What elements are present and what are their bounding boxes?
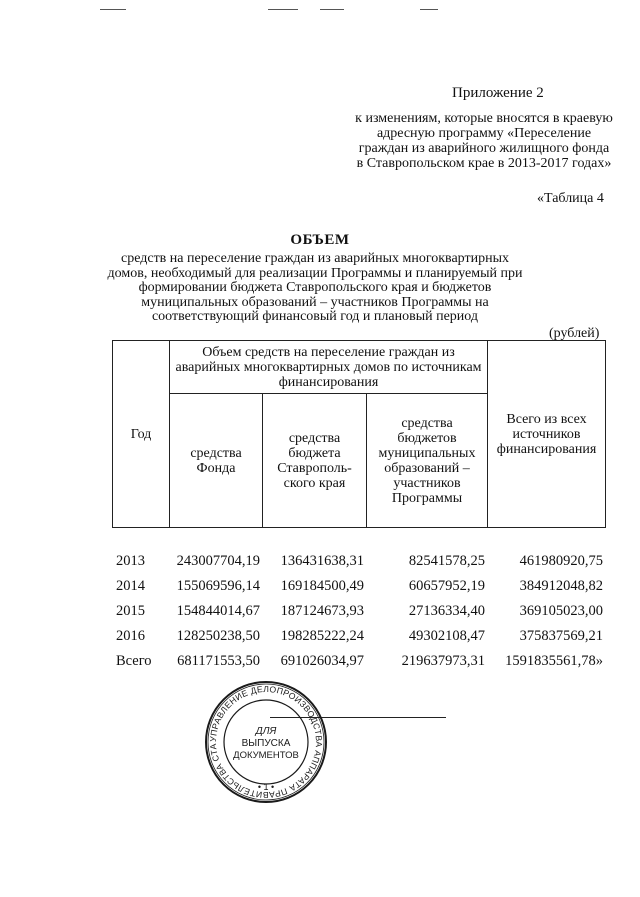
cell-year: 2014: [116, 578, 145, 594]
cell-fund: 154844014,67: [176, 603, 260, 619]
cell-fund: 681171553,50: [177, 653, 260, 669]
appendix-title: Приложение 2: [452, 85, 544, 101]
cell-year: 2015: [116, 603, 145, 619]
unit-label: (рублей): [549, 326, 600, 341]
cell-municipal: 49302108,47: [408, 628, 485, 644]
cell-fund: 128250238,50: [176, 628, 260, 644]
table-reference: «Таблица 4: [537, 191, 604, 206]
cell-total: 369105023,00: [519, 603, 603, 619]
header-region: средства бюджета Ставрополь-ского края: [263, 394, 367, 528]
stamp-outer-text: УПРАВЛЕНИЕ ДЕЛОПРОИЗВОДСТВА АППАРАТА ПРАВИТЕЛЬСТВА СТА: [207, 683, 325, 801]
cell-year: Всего: [116, 653, 152, 669]
table-row: [112, 599, 605, 624]
cell-year: 2013: [116, 553, 145, 569]
data-table: [112, 549, 605, 674]
document-title: ОБЪЕМ: [290, 232, 350, 248]
table-header: [112, 340, 606, 528]
cell-total: 384912048,82: [519, 578, 603, 594]
official-stamp: [204, 680, 328, 804]
cell-total: 375837569,21: [519, 628, 603, 644]
cell-municipal: 60657952,19: [408, 578, 485, 594]
cell-total: 461980920,75: [519, 553, 603, 569]
cell-municipal: 27136334,40: [408, 603, 485, 619]
cell-total: 1591835561,78»: [505, 653, 603, 669]
cell-municipal: 219637973,31: [401, 653, 485, 669]
table-row: [112, 549, 605, 574]
cell-region: 691026034,97: [280, 653, 364, 669]
cell-fund: 155069596,14: [176, 578, 260, 594]
svg-text:• 1 •: • 1 •: [257, 782, 275, 792]
cell-year: 2016: [116, 628, 145, 644]
cell-municipal: 82541578,25: [408, 553, 485, 569]
svg-text:ВЫПУСКА: ВЫПУСКА: [241, 738, 291, 749]
cell-region: 187124673,93: [280, 603, 364, 619]
cell-region: 169184500,49: [280, 578, 364, 594]
header-year: Год: [113, 341, 170, 528]
cell-region: 136431638,31: [280, 553, 364, 569]
svg-text:ДОКУМЕНТОВ: ДОКУМЕНТОВ: [233, 750, 299, 761]
appendix-subtitle: к изменениям, которые вносятся в краевую адресную программу «Переселение граждан из аварийного жилищного фонда в Ставропольском крае в 2013-2017 годах»: [355, 111, 613, 171]
header-group: Объем средств на переселение граждан из аварийных многоквартирных домов по источникам финансирования: [170, 341, 488, 394]
table-row: [112, 624, 605, 649]
table-row: [112, 649, 605, 674]
scan-mark: [420, 9, 438, 10]
document-subtitle: средств на переселение граждан из аварийных многоквартирных домов, необходимый для реализации Программы и планируемый при формировании бюджета Ставропольского края и бюджетов муниципальных образований – участников Программы на соответствующий финансовый год и плановый период: [107, 251, 523, 324]
svg-text:ДЛЯ: ДЛЯ: [255, 726, 277, 737]
cell-fund: 243007704,19: [176, 553, 260, 569]
scan-mark: [268, 9, 298, 10]
header-total: Всего из всех источников финансирования: [488, 341, 606, 528]
scan-mark: [320, 9, 344, 10]
header-municipal: средства бюджетов муниципальных образований – участников Программы: [367, 394, 488, 528]
cell-region: 198285222,24: [280, 628, 364, 644]
table-row: [112, 574, 605, 599]
header-fund: средства Фонда: [170, 394, 263, 528]
scan-mark: [100, 9, 126, 10]
